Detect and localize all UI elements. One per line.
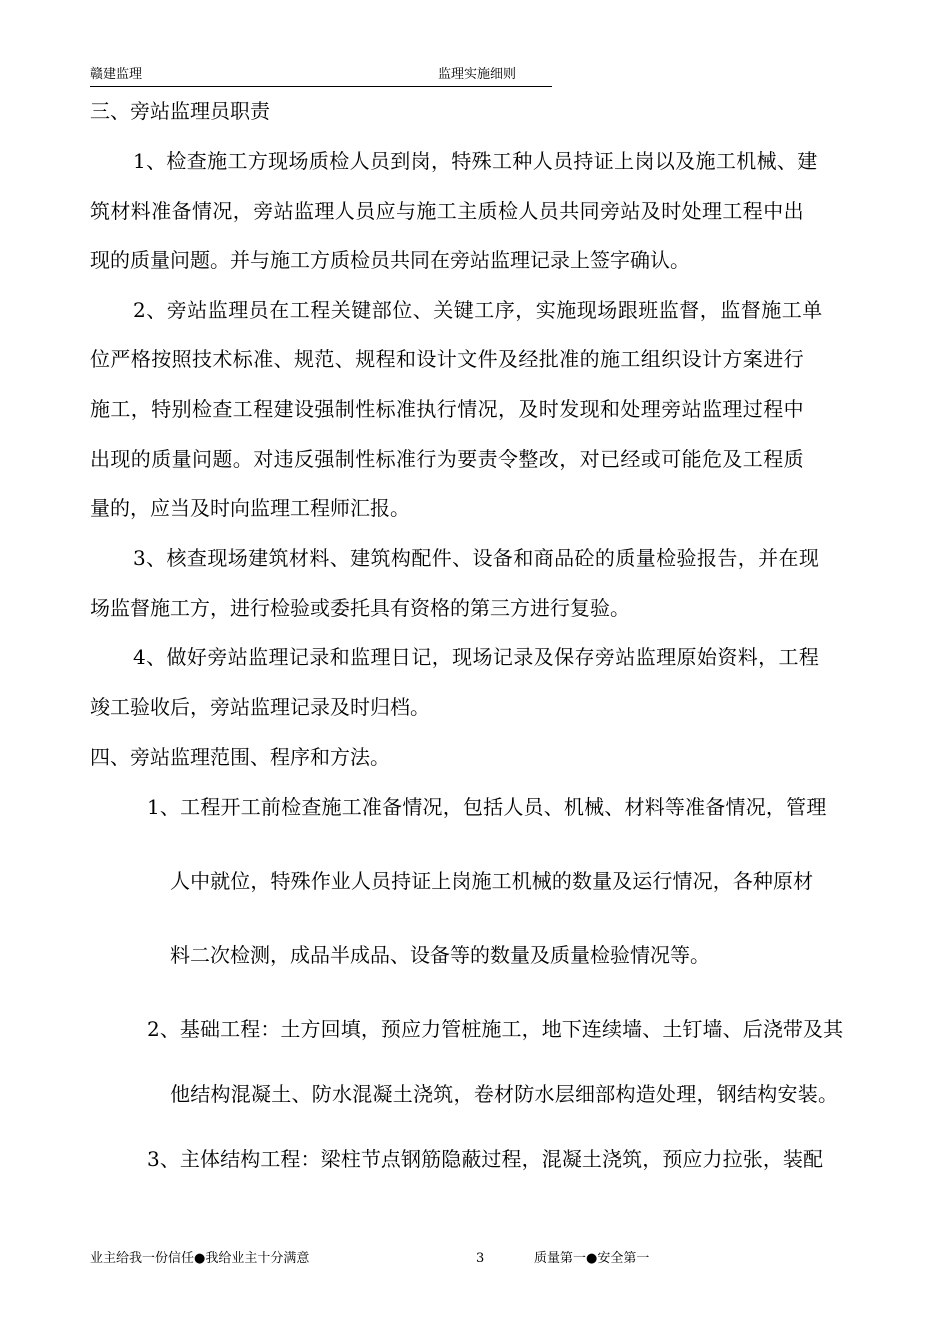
paragraph-line: 位严格按照技术标准、规范、规程和设计文件及经批准的施工组织设计方案进行 <box>90 347 804 371</box>
header-left: 赣建监理 <box>90 67 143 82</box>
paragraph-line: 4、做好旁站监理记录和监理日记，现场记录及保存旁站监理原始资料，工程 <box>133 645 820 669</box>
list-item-line: 料二次检测，成品半成品、设备等的数量及质量检验情况等。 <box>170 943 710 967</box>
paragraph-line: 施工，特别检查工程建设强制性标准执行情况，及时发现和处理旁站监理过程中 <box>90 397 804 421</box>
list-item-line: 1、工程开工前检查施工准备情况，包括人员、机械、材料等准备情况，管理 <box>147 795 827 819</box>
list-item-line: 3、主体结构工程：梁柱节点钢筋隐蔽过程，混凝土浇筑，预应力拉张，装配 <box>147 1147 824 1171</box>
section-heading-3: 三、旁站监理员职责 <box>90 99 270 123</box>
paragraph-line: 竣工验收后，旁站监理记录及时归档。 <box>90 695 430 719</box>
list-item-line: 2、基础工程：土方回填，预应力管桩施工，地下连续墙、土钉墙、后浇带及其 <box>147 1017 844 1041</box>
section-heading-4: 四、旁站监理范围、程序和方法。 <box>90 745 390 769</box>
paragraph-line: 3、核查现场建筑材料、建筑构配件、设备和商品砼的质量检验报告，并在现 <box>133 546 820 570</box>
footer-page-number: 3 <box>476 1251 485 1266</box>
list-item-line: 人中就位，特殊作业人员持证上岗施工机械的数量及运行情况，各种原材 <box>170 869 814 893</box>
paragraph-line: 2、旁站监理员在工程关键部位、关键工序，实施现场跟班监督，监督施工单 <box>133 298 823 322</box>
paragraph-line: 1、检查施工方现场质检人员到岗，特殊工种人员持证上岗以及施工机械、建 <box>133 149 818 173</box>
footer-slogan-right: 质量第一●安全第一 <box>534 1251 650 1266</box>
paragraph-line: 出现的质量问题。对违反强制性标准行为要责令整改，对已经或可能危及工程质 <box>90 447 804 471</box>
paragraph-line: 场监督施工方，进行检验或委托具有资格的第三方进行复验。 <box>90 596 630 620</box>
list-item-line: 他结构混凝土、防水混凝土浇筑，卷材防水层细部构造处理，钢结构安装。 <box>170 1082 839 1106</box>
header-title: 监理实施细则 <box>438 67 517 82</box>
header-rule <box>90 86 552 87</box>
paragraph-line: 现的质量问题。并与施工方质检员共同在旁站监理记录上签字确认。 <box>90 248 690 272</box>
paragraph-line: 量的，应当及时向监理工程师汇报。 <box>90 496 410 520</box>
footer-slogan-left: 业主给我一份信任●我给业主十分满意 <box>90 1251 310 1266</box>
paragraph-line: 筑材料准备情况，旁站监理人员应与施工主质检人员共同旁站及时处理工程中出 <box>90 199 804 223</box>
